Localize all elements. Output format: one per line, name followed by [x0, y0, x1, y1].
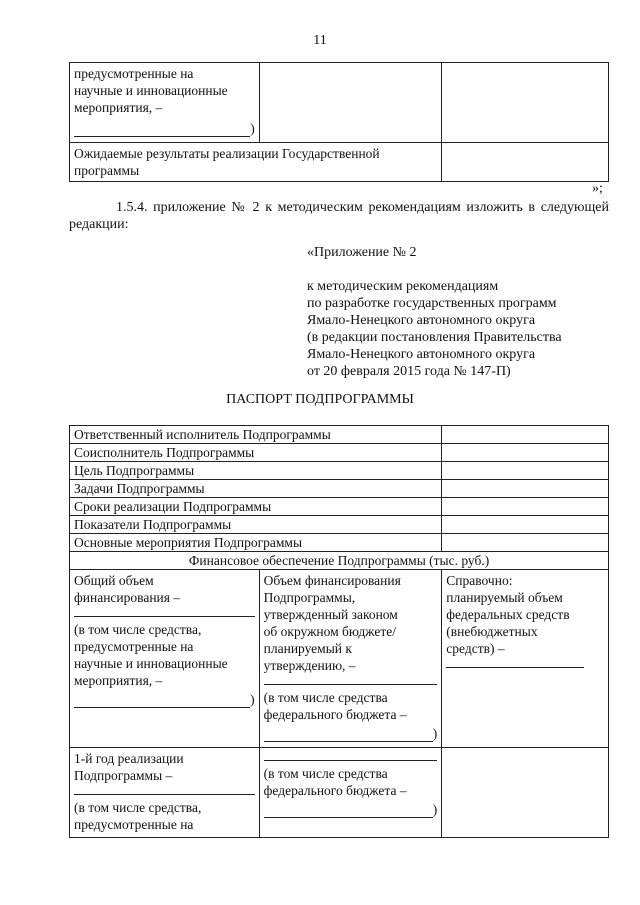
row-responsible: Ответственный исполнитель Подпрограммы [70, 426, 442, 444]
appendix-line: (в редакции постановления Правительства [307, 330, 562, 345]
total-line: (в том числе средства, [74, 622, 202, 637]
year1-line: предусмотренные на [74, 817, 194, 832]
year1-line: (в том числе средства, [74, 800, 202, 815]
row-goal: Цель Подпрограммы [70, 462, 442, 480]
year1-line: Подпрограммы – [74, 768, 173, 783]
appendix-line: Ямало-Ненецкого автономного округа [307, 347, 536, 362]
row-indicators: Показатели Подпрограммы [70, 516, 442, 534]
fill-line [264, 725, 438, 742]
appendix-title: «Приложение № 2 [307, 245, 417, 260]
closing-quote: »; [592, 181, 603, 196]
top-table-cell-3 [442, 63, 609, 143]
total-volume-cell [70, 570, 260, 748]
blank-line [446, 667, 584, 668]
blank-line [264, 803, 433, 818]
passport-table [69, 425, 609, 838]
row-value [442, 444, 609, 462]
top-cell-fill-line [74, 120, 255, 137]
top-table-cell-1 [70, 63, 260, 143]
top-cell-line-2: научные и инновационные [74, 83, 228, 98]
appendix-line: Ямало-Ненецкого автономного округа [307, 313, 536, 328]
reference-line: Справочно: [446, 573, 513, 588]
row-main-activities: Основные мероприятия Подпрограммы [70, 534, 442, 552]
row-tasks: Задачи Подпрограммы [70, 480, 442, 498]
blank-line [74, 616, 255, 617]
expected-results-label [70, 143, 442, 182]
row-value [442, 534, 609, 552]
row-value [442, 516, 609, 534]
funding-line: утвержденный законом [263, 607, 398, 622]
top-cell-line-1: предусмотренные на [74, 66, 194, 81]
spacer [307, 261, 562, 278]
year1-funding-line: федерального бюджета – [263, 783, 407, 798]
row-value [442, 462, 609, 480]
closing-paren: ) [432, 726, 438, 741]
row-value [442, 480, 609, 498]
funding-line: утверждению, – [263, 658, 356, 673]
reference-line: средств) – [446, 641, 505, 656]
fill-line [74, 691, 255, 708]
passport-title: ПАСПОРТ ПОДПРОГРАММЫ [226, 392, 414, 407]
funding-volume-cell [259, 570, 442, 748]
funding-line: Подпрограммы, [263, 590, 356, 605]
year1-line: 1-й год реализации [74, 751, 184, 766]
year1-funding-cell [259, 748, 442, 838]
amendment-paragraph [69, 199, 609, 233]
top-table-cell-2 [259, 63, 442, 143]
finance-header: Финансовое обеспечение Подпрограммы (тыс. руб.) [70, 552, 609, 570]
page-number: 11 [313, 33, 327, 48]
blank-line [74, 794, 255, 795]
appendix-header [307, 244, 562, 380]
appendix-line: к методическим рекомендациям [307, 279, 499, 294]
closing-paren: ) [432, 802, 438, 817]
blank-line [74, 693, 250, 708]
year1-reference-cell [442, 748, 609, 838]
funding-line: планируемый к [263, 641, 352, 656]
year1-cell [70, 748, 260, 838]
total-line: мероприятия, – [74, 673, 163, 688]
row-coexecutor: Соисполнитель Подпрограммы [70, 444, 442, 462]
total-line: Общий объем [74, 573, 154, 588]
reference-line: (внебюджетных [446, 624, 538, 639]
row-value [442, 498, 609, 516]
total-line: предусмотренные на [74, 639, 194, 654]
closing-paren: ) [250, 692, 255, 707]
total-line: научные и инновационные [74, 656, 228, 671]
blank-line [264, 684, 438, 685]
row-timeline: Сроки реализации Подпрограммы [70, 498, 442, 516]
blank-line [264, 760, 438, 761]
funding-line: (в том числе средства [263, 690, 388, 705]
funding-line: федерального бюджета – [263, 707, 407, 722]
top-cell-line-3: мероприятия, – [74, 100, 163, 115]
appendix-line: от 20 февраля 2015 года № 147-П) [307, 364, 511, 379]
blank-line [74, 122, 250, 137]
blank-line [264, 727, 433, 742]
top-table [69, 62, 609, 182]
appendix-line: по разработке государственных программ [307, 296, 557, 311]
fill-line [264, 801, 438, 818]
funding-line: Объем финансирования [263, 573, 401, 588]
funding-line: об окружном бюджете/ [263, 624, 396, 639]
expected-results-line-1: Ожидаемые результаты реализации Государственной [74, 146, 380, 161]
closing-paren: ) [250, 121, 255, 136]
paragraph-text: 1.5.4. приложение № 2 к методическим рекомендациям изложить в следующей редакции: [69, 200, 609, 232]
expected-results-line-2: программы [74, 163, 140, 178]
expected-results-value [442, 143, 609, 182]
reference-cell [442, 570, 609, 748]
total-line: финансирования – [74, 590, 181, 605]
year1-funding-line: (в том числе средства [263, 766, 388, 781]
reference-line: федеральных средств [446, 607, 570, 622]
row-value [442, 426, 609, 444]
reference-line: планируемый объем [446, 590, 563, 605]
